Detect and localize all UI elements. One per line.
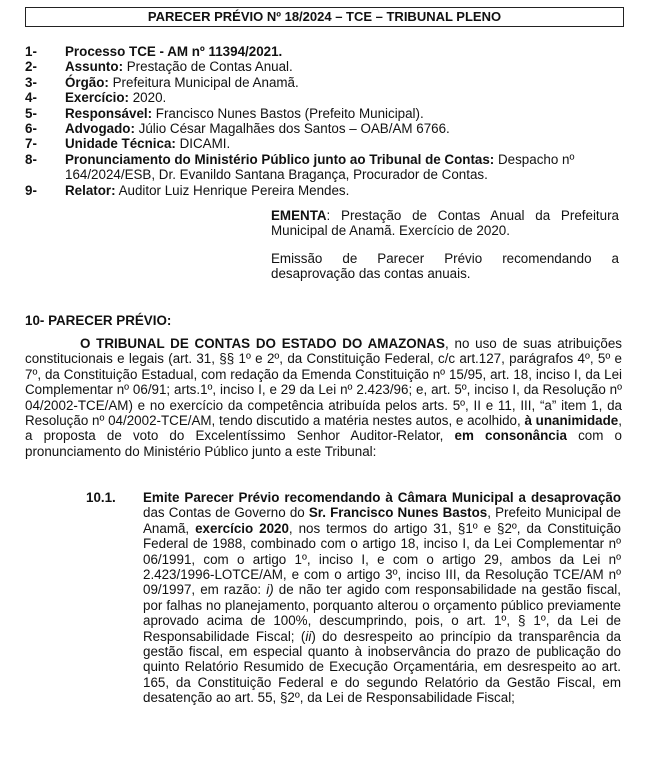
list-item: 3- Órgão: Prefeitura Municipal de Anamã. xyxy=(25,74,299,90)
list-item: 2- Assunto: Prestação de Contas Anual. xyxy=(25,59,293,75)
list-item: 4- Exercício: 2020. xyxy=(25,90,167,106)
item-number: 10.1. xyxy=(86,490,116,505)
list-item: 8- Pronunciamento do Ministério Público junto ao Tribunal de Contas: Despacho nº 164/2024/ESB, Dr. Evanildo Santana Bragança, Procurador de Contas. xyxy=(25,151,575,183)
section-heading: 10- PARECER PRÉVIO: xyxy=(25,313,172,328)
ementa-emissao: Emissão de Parecer Prévio recomendando a desaprovação das contas anuais. xyxy=(271,251,619,282)
list-item: 9- Relator: Auditor Luiz Henrique Pereira Mendes. xyxy=(25,182,350,198)
process-details-list xyxy=(25,44,625,198)
document-title: PARECER PRÉVIO Nº 18/2024 – TCE – TRIBUNAL PLENO xyxy=(25,7,624,27)
list-item: 7- Unidade Técnica: DICAMI. xyxy=(25,136,231,152)
list-item: 6- Advogado: Júlio César Magalhães dos Santos – OAB/AM 6766. xyxy=(25,121,450,137)
intro-paragraph: O TRIBUNAL DE CONTAS DO ESTADO DO AMAZONAS, no uso de suas atribuições constitucionais e legais (art. 31, §§ 1º e 2º, da Constituição Federal, c/c art.127, parágrafos 4º, 5º e 7º, da Constituição Estadual, com redação da Emenda Constituição nº 15/95, art. 18, inciso I, da Lei Complementar nº 06/91; arts.1º, inciso I, e 29 da Lei nº 2.423/96; e, art. 5º, inciso I, da Resolução nº 04/2002-TCE/AM) e no exercício da competência atribuída pelos arts. 5º, II e 11, III, “a” item 1, da Resolução nº 04/2002-TCE/AM, tendo discutido a matéria nestes autos, e acolhido, à unanimidade, a proposta de voto do Excelentíssimo Senhor Auditor-Relator, em consonância com o pronunciamento do Ministério Público junto a este Tribunal: xyxy=(25,336,623,459)
list-item: 5- Responsável: Francisco Nunes Bastos (Prefeito Municipal). xyxy=(25,105,424,121)
ementa-block: EMENTA: Prestação de Contas Anual da Prefeitura Municipal de Anamã. Exercício de 2020. xyxy=(271,208,619,239)
list-item: 1- Processo TCE - AM nº 11394/2021. xyxy=(25,44,283,59)
item-paragraph: Emite Parecer Prévio recomendando à Câmara Municipal a desaprovação das Contas de Governo do Sr. Francisco Nunes Bastos, Prefeito Municipal de Anamã, exercício 2020, nos termos do artigo 31, §1º e §2º, da Constituição Federal de 1988, combinado com o artigo 18, inciso I, da Lei Complementar nº 06/1991, com o artigo 1º, inciso I, e com o artigo 29, ambos da Lei nº 2.423/1996-LOTCE/AM, e com o artigo 3º, inciso III, da Resolução TCE/AM nº 09/1997, em razão: i) de não ter agido com responsabilidade na gestão fiscal, por falhas no planejamento, porquanto alterou o orçamento público previamente aprovado acima de 100%, descumprindo, pois, o art. 1º, § 1º, da Lei de Responsabilidade Fiscal; (ii) do desrespeito ao princípio da transparência da gestão fiscal, em especial quanto à inobservância do prazo de publicação do quinto Relatório Resumido de Execução Orçamentária, em desrespeito ao art. 165, da Constituição Federal e do segundo Relatório da Gestão Fiscal, em desatenção ao art. 55, §2º, da Lei de Responsabilidade Fiscal; xyxy=(143,490,622,706)
